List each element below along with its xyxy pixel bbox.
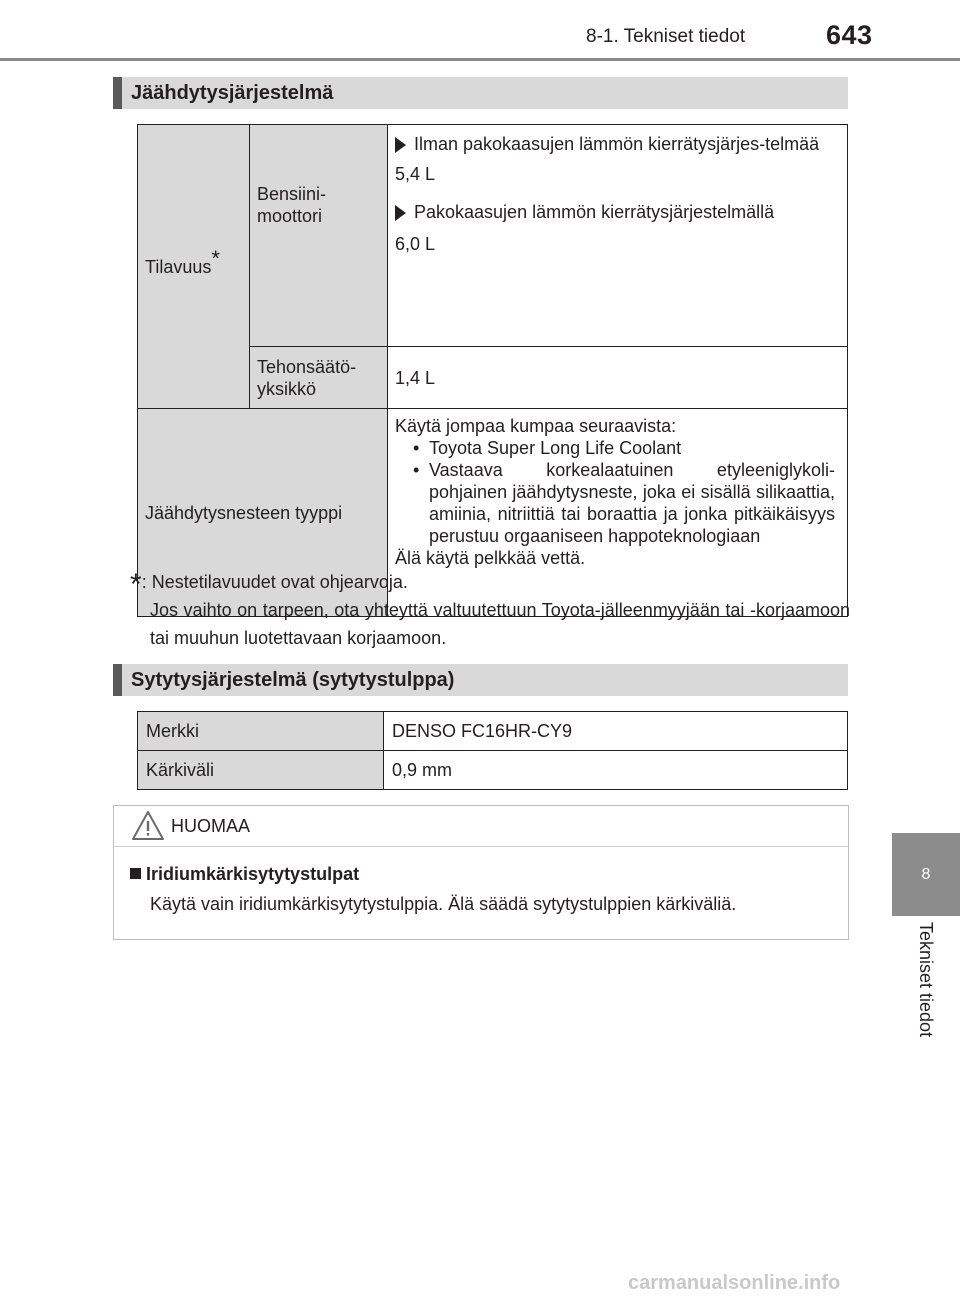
notice-subheading: Iridiumkärkisytytystulpat	[146, 864, 360, 884]
list-item	[395, 201, 835, 223]
pcu-label: Tehonsäätö- yksikkö	[257, 356, 357, 399]
warning-icon	[131, 810, 165, 842]
capacity-asterisk: *	[211, 245, 220, 271]
notice-box	[113, 805, 849, 940]
arrow-icon	[395, 137, 406, 153]
capacity-label: Tilavuus	[145, 256, 212, 277]
page-number: 643	[826, 20, 873, 50]
bullet-icon: •	[413, 438, 420, 458]
coolant-type-label: Jäähdytysnesteen tyyppi	[145, 502, 343, 523]
without-recirc-label: Ilman pakokaasujen lämmön kierrätysjärjes-telmää	[414, 134, 820, 154]
coolant-intro: Käytä jompaa kumpaa seuraavista:	[395, 416, 677, 436]
footnote-line1: : Nestetilavuudet ovat ohjearvoja.	[141, 572, 408, 592]
gap-label: Kärkiväli	[138, 751, 384, 790]
gasoline-label-cell	[250, 125, 388, 347]
chapter-tab-number: 8	[921, 865, 931, 883]
ignition-table	[137, 711, 848, 790]
footnote	[130, 568, 850, 652]
footnote-marker: *	[130, 568, 142, 601]
brand-label: Merkki	[138, 712, 384, 751]
notice-heading: HUOMAA	[171, 816, 251, 836]
coolant-option: Vastaava korkealaatuinen etyleeniglykoli-pohjainen jäähdytysneste, joka ei sisällä silikaattia, amiinia, nitriittiä tai boraattia ja jonka pitkäikäisyys perustuu orgaaniseen happoteknologiaan	[429, 460, 835, 546]
arrow-icon	[395, 205, 406, 221]
chapter-tab[interactable]	[892, 833, 960, 916]
section-header-cooling	[113, 77, 848, 109]
list-item	[395, 459, 835, 547]
table-row	[138, 751, 848, 790]
table-row	[138, 712, 848, 751]
notice-header	[114, 806, 848, 847]
notice-subheading-row	[130, 864, 359, 885]
without-recirc-value: 5,4 L	[395, 164, 436, 184]
chapter-title: 8-1. Tekniset tiedot	[586, 26, 746, 47]
with-recirc-label: Pakokaasujen lämmön kierrätysjärjestelmällä	[414, 202, 775, 222]
coolant-option: Toyota Super Long Life Coolant	[429, 438, 682, 458]
notice-text: Käytä vain iridiumkärkisytytystulppia. Älä säädä sytytystulppien kärkiväliä.	[150, 894, 737, 914]
pcu-label-cell	[250, 347, 388, 409]
capacity-label-cell	[138, 125, 250, 409]
gap-value: 0,9 mm	[384, 751, 848, 790]
watermark: carmanualsonline.info	[628, 1272, 841, 1294]
section-header-ignition	[113, 664, 848, 696]
gasoline-label: Bensiini- moottori	[257, 184, 327, 226]
coolant-outro: Älä käytä pelkkää vettä.	[395, 548, 586, 568]
section-title: Jäähdytysjärjestelmä	[131, 82, 334, 104]
table-row	[138, 125, 848, 347]
pcu-value: 1,4 L	[388, 347, 848, 409]
square-bullet-icon	[130, 868, 141, 879]
list-item	[395, 133, 835, 155]
chapter-side-text: Tekniset tiedot	[916, 922, 936, 1038]
chapter-side-label	[892, 916, 960, 1096]
bullet-icon: •	[413, 460, 420, 480]
section-bar	[113, 77, 122, 109]
list-item	[395, 437, 835, 459]
gasoline-values-cell	[388, 125, 848, 347]
footnote-line2: Jos vaihto on tarpeen, ota yhteyttä valtuutettuun Toyota-jälleenmyyjään tai -korjaamoon tai muuhun luotettavaan korjaamoon.	[150, 600, 850, 648]
section-bar	[113, 664, 122, 696]
section-title: Sytytysjärjestelmä (sytytystulppa)	[131, 669, 455, 691]
cooling-table	[137, 124, 848, 617]
header-rule	[0, 58, 960, 61]
with-recirc-value: 6,0 L	[395, 234, 436, 254]
brand-value: DENSO FC16HR-CY9	[384, 712, 848, 751]
